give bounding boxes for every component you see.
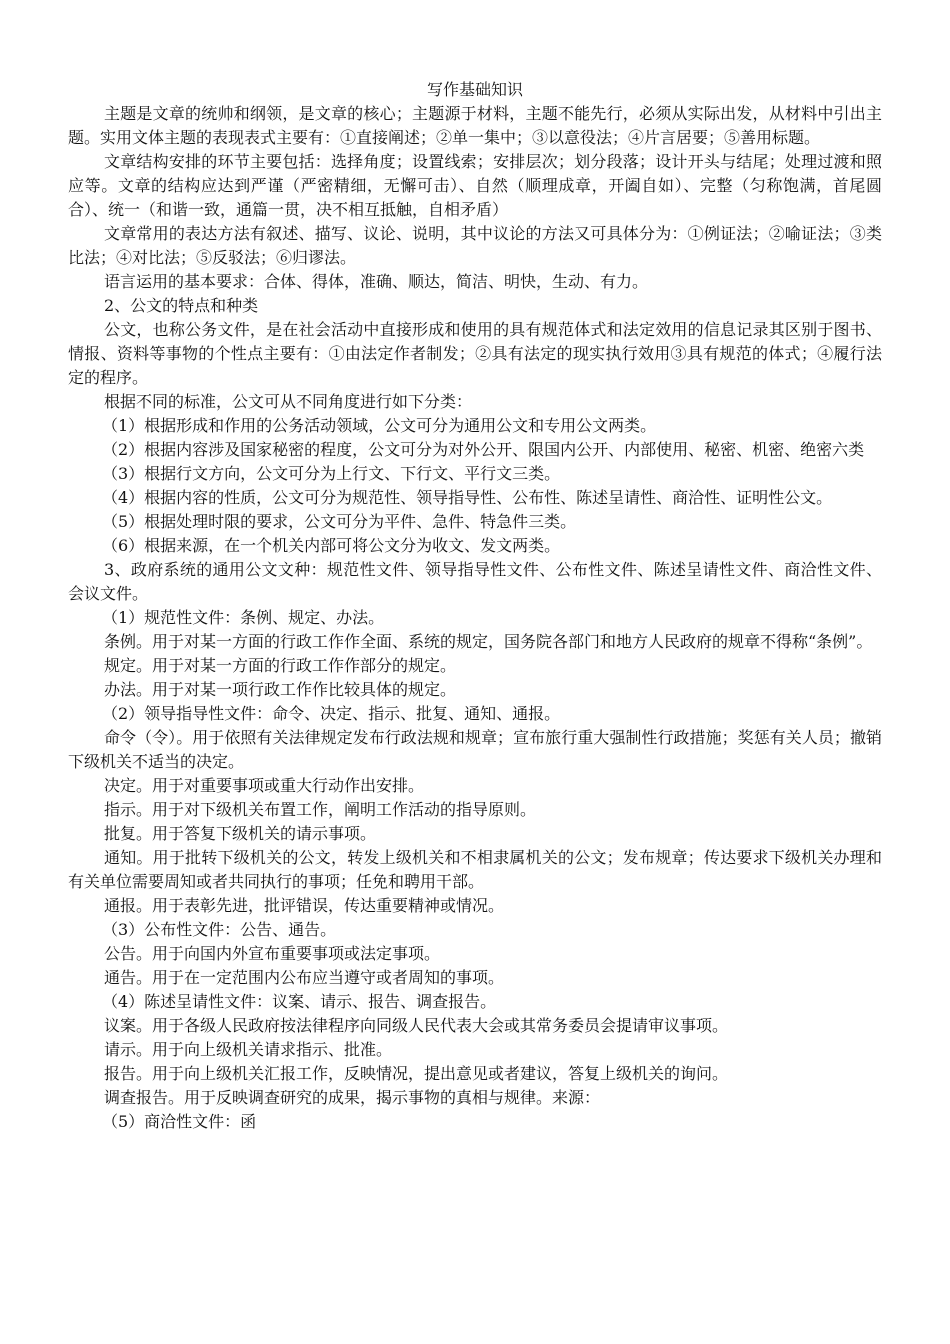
paragraph-theme: 主题是文章的统帅和纲领，是文章的核心；主题源于材料，主题不能先行，必须从实际出发，从材料中引出主题。实用文体主题的表现表式主要有：①直接阐述；②单一集中；③以意役法；④片言居要；⑤善用标题。 [68,104,882,147]
paragraph-regulation: 条例。用于对某一方面的行政工作作全面、系统的规定，国务院各部门和地方人民政府的规章不得称“条例”。 [104,632,873,651]
list-item-class-3: （3）根据行文方向，公文可分为上行文、下行文、平行文三类。 [102,464,561,483]
section-heading-3: 3、政府系统的通用公文文种：规范性文件、领导指导性文件、公布性文件、陈述呈请性文件、商洽性文件、会议文件。 [68,560,882,603]
paragraph-official-doc: 公文，也称公务文件，是在社会活动中直接形成和使用的具有规范体式和法定效用的信息记录其区别于图书、情报、资料等事物的个性点主要有：①由法定作者制发；②具有法定的现实执行效用③具有规范的体式；④履行法定的程序。 [68,320,882,387]
document-page [68,78,882,1134]
subheading-announcement: （3）公布性文件：公告、通告。 [102,920,337,939]
paragraph-classification: 根据不同的标准，公文可从不同角度进行如下分类： [104,392,473,411]
paragraph-report: 报告。用于向上级机关汇报工作，反映情况，提出意见或者建议，答复上级机关的询问。 [104,1064,729,1083]
list-item-class-1: （1）根据形成和作用的公务活动领域，公文可分为通用公文和专用公文两类。 [102,416,657,435]
list-item-class-2: （2）根据内容涉及国家秘密的程度，公文可分为对外公开、限国内公开、内部使用、秘密、机密、绝密六类 [102,440,865,459]
list-item-class-6: （6）根据来源，在一个机关内部可将公文分为收文、发文两类。 [102,536,561,555]
paragraph-expression: 文章常用的表达方法有叙述、描写、议论、说明，其中议论的方法又可具体分为：①例证法；②喻证法；③类比法；④对比法；⑤反驳法；⑥归谬法。 [68,224,882,267]
paragraph-instruction: 指示。用于对下级机关布置工作，阐明工作活动的指导原则。 [104,800,537,819]
list-item-class-4: （4）根据内容的性质，公文可分为规范性、领导指导性、公布性、陈述呈请性、商洽性、证明性公文。 [102,488,833,507]
section-heading-2: 2、公文的特点和种类 [104,296,259,315]
paragraph-circular: 通告。用于在一定范围内公布应当遵守或者周知的事项。 [104,968,505,987]
paragraph-reply: 批复。用于答复下级机关的请示事项。 [104,824,377,843]
subheading-normative: （1）规范性文件：条例、规定、办法。 [102,608,385,627]
paragraph-bulletin: 通报。用于表彰先进，批评错误，传达重要精神或情况。 [104,896,505,915]
subheading-consultation: （5）商洽性文件：函 [102,1112,257,1131]
paragraph-investigation-report: 调查报告。用于反映调查研究的成果，揭示事物的真相与规律。来源： [104,1088,601,1107]
paragraph-language: 语言运用的基本要求：合体、得体，准确、顺达，简洁、明快，生动、有力。 [104,272,649,291]
paragraph-structure: 文章结构安排的环节主要包括：选择角度；设置线索；安排层次；划分段落；设计开头与结尾；处理过渡和照应等。文章的结构应达到严谨（严密精细，无懈可击）、自然（顺理成章，开阖自如）、完整（匀称饱满，首尾圆合）、统一（和谐一致，通篇一贯，决不相互抵触，自相矛盾） [68,152,882,219]
paragraph-request: 请示。用于向上级机关请求指示、批准。 [104,1040,393,1059]
list-item-class-5: （5）根据处理时限的要求，公文可分为平件、急件、特急件三类。 [102,512,577,531]
paragraph-provision: 规定。用于对某一方面的行政工作作部分的规定。 [104,656,457,675]
subheading-petition: （4）陈述呈请性文件：议案、请示、报告、调查报告。 [102,992,497,1011]
paragraph-order: 命令（令）。用于依照有关法律规定发布行政法规和规章；宣布旅行重大强制性行政措施；奖惩有关人员；撤销下级机关不适当的决定。 [68,728,882,771]
subheading-directive: （2）领导指导性文件：命令、决定、指示、批复、通知、通报。 [102,704,561,723]
paragraph-method: 办法。用于对某一项行政工作作比较具体的规定。 [104,680,457,699]
paragraph-notice: 通知。用于批转下级机关的公文，转发上级机关和不相隶属机关的公文；发布规章；传达要求下级机关办理和有关单位需要周知或者共同执行的事项；任免和聘用干部。 [68,848,882,891]
paragraph-proclamation: 公告。用于向国内外宣布重要事项或法定事项。 [104,944,441,963]
paragraph-decision: 决定。用于对重要事项或重大行动作出安排。 [104,776,425,795]
document-title: 写作基础知识 [426,80,523,99]
paragraph-motion: 议案。用于各级人民政府按法律程序向同级人民代表大会或其常务委员会提请审议事项。 [104,1016,729,1035]
